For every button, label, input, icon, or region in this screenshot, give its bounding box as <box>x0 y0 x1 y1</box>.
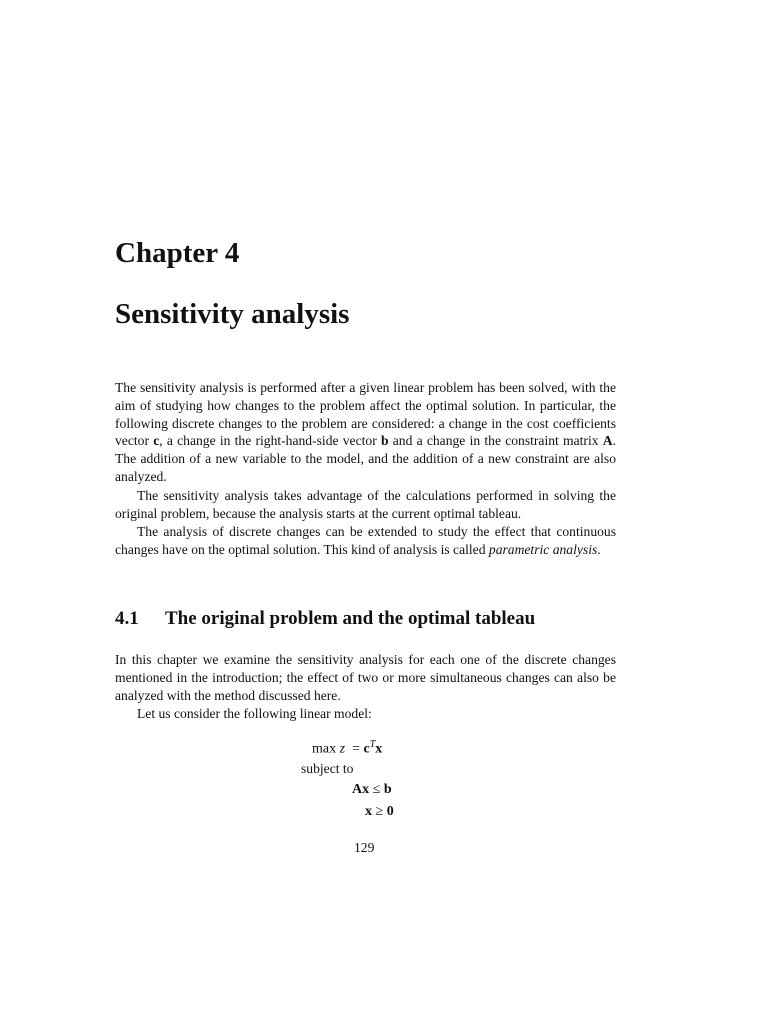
geq-sign: ≥ <box>375 804 384 819</box>
vector-x: x <box>365 804 372 819</box>
vector-b: b <box>383 782 392 797</box>
vector-b: b <box>380 433 389 449</box>
chapter-title: Sensitivity analysis <box>115 298 350 330</box>
intro-paragraph-3 <box>115 523 616 559</box>
matrix-a: A <box>352 782 363 797</box>
matrix-a: A <box>602 433 613 449</box>
emphasis-term: parametric analysis <box>488 541 598 557</box>
vector-x: x <box>375 741 383 757</box>
page-number: 129 <box>354 840 375 855</box>
max-operator: max <box>312 741 337 757</box>
subject-to-label: subject to <box>301 761 354 776</box>
objective-equation <box>312 739 382 758</box>
constraint-equation <box>352 782 392 798</box>
section-heading <box>115 608 535 630</box>
text-run: . The addition of a new variable to the model, and the addition of a new constraint are also analyzed. <box>115 433 616 484</box>
transpose-mark: T <box>369 739 376 750</box>
section-number: 4.1 <box>115 608 139 629</box>
vector-c: c <box>153 433 160 449</box>
zero-vector: 0 <box>386 804 394 819</box>
text-run: and a change in the constraint matrix <box>388 433 603 449</box>
intro-paragraph-1 <box>115 379 616 486</box>
text-run: The sensitivity analysis is performed after a given linear problem has been solved, with the aim of studying how changes to the problem affect the optimal solution. In particular, the following discrete changes to the problem are considered: a change in the cost coefficients vector <box>115 380 616 449</box>
vector-c: c <box>363 741 370 757</box>
section-paragraph-1: In this chapter we examine the sensitivity analysis for each one of the discrete changes mentioned in the introduction; the effect of two or more simultaneous changes can also be analyzed with the method discussed here. <box>115 652 616 703</box>
var-z: z <box>339 741 346 757</box>
vector-x: x <box>362 782 370 797</box>
chapter-label: Chapter 4 <box>115 237 240 269</box>
text-run: , a change in the right-hand-side vector <box>159 433 381 449</box>
intro-paragraph-2: The sensitivity analysis takes advantage of the calculations performed in solving the original problem, because the analysis starts at the current optimal tableau. <box>115 488 616 521</box>
section-paragraph-2: Let us consider the following linear model: <box>137 706 372 721</box>
equals-sign: = <box>352 741 360 757</box>
text-run: . <box>597 541 601 557</box>
nonnegativity-equation <box>365 804 394 820</box>
section-title: The original problem and the optimal tableau <box>165 608 536 629</box>
leq-sign: ≤ <box>372 782 381 797</box>
text-run: The analysis of discrete changes can be extended to study the effect that continuous changes have on the optimal solution. This kind of analysis is called <box>115 524 616 557</box>
